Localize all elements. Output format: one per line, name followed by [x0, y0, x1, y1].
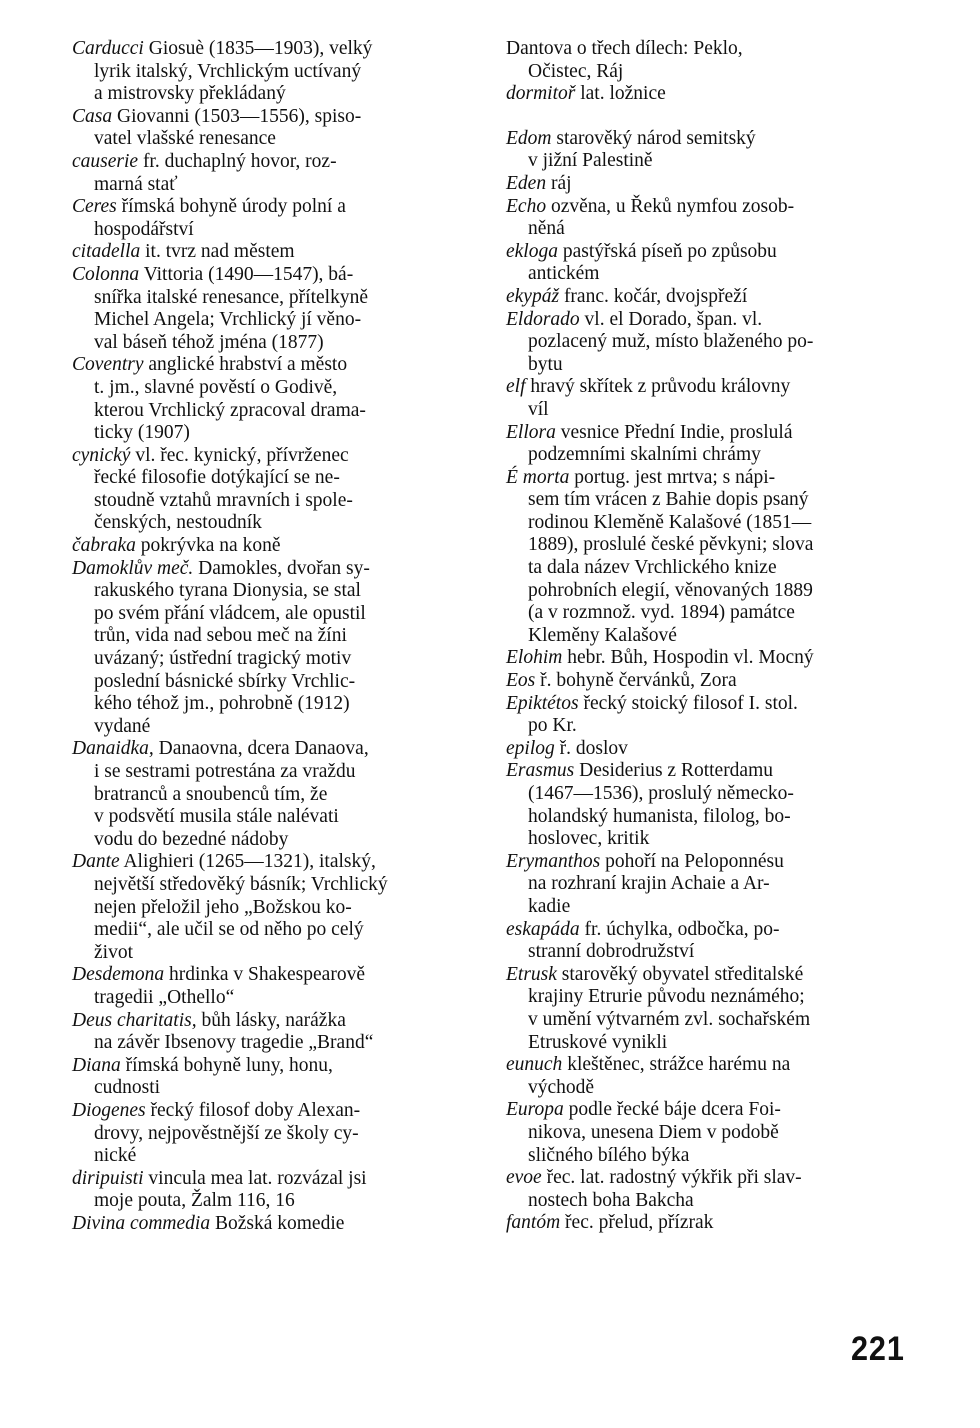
entry-line	[506, 670, 909, 693]
headword: Diogenes	[72, 1099, 146, 1121]
definition-text: bytu	[528, 353, 563, 375]
entry-line	[506, 241, 909, 264]
entry-line	[72, 603, 475, 626]
definition-text: řecký filosof doby Alexan-	[150, 1099, 361, 1121]
definition-text: antickém	[528, 263, 600, 285]
definition-text: něná	[528, 218, 565, 240]
glossary-entry	[72, 38, 475, 106]
glossary-entry	[72, 1010, 475, 1055]
entry-line	[72, 919, 475, 942]
definition-text: v jižní Palestině	[528, 150, 653, 172]
entry-line	[72, 309, 475, 332]
glossary-entry	[506, 760, 909, 850]
headword: Eldorado	[506, 308, 580, 330]
entry-line	[72, 400, 475, 423]
entry-line	[506, 760, 909, 783]
entry-line	[72, 377, 475, 400]
definition-text: Dantova o třech dílech: Peklo,	[506, 38, 743, 59]
headword: Desdemona	[72, 964, 165, 986]
entry-line	[506, 602, 909, 625]
entry-line	[72, 558, 475, 581]
definition-text: Giosuè (1835—1903), velký	[148, 38, 373, 59]
glossary-entry	[506, 196, 909, 241]
headword: Ceres	[72, 196, 117, 218]
definition-text: hravý skřítek z průvodu královny	[530, 376, 791, 398]
entry-line	[72, 1055, 475, 1078]
entry-line	[506, 851, 909, 874]
glossary-entry	[506, 1099, 909, 1167]
headword: dormitoř	[506, 83, 576, 105]
entry-line	[506, 625, 909, 648]
definition-text: fr. úchylka, odbočka, po-	[584, 918, 780, 940]
entry-line	[72, 83, 475, 106]
entry-line	[72, 445, 475, 468]
definition-text: pokrývka na koně	[140, 535, 281, 557]
headword: epilog	[506, 737, 555, 759]
entry-line	[506, 173, 909, 196]
entry-line	[506, 1054, 909, 1077]
definition-text: nické	[94, 1145, 137, 1167]
entry-line	[506, 1167, 909, 1190]
headword: Elohim	[506, 647, 563, 669]
definition-text: v umění výtvarném zvl. sochařském	[528, 1008, 811, 1030]
definition-text: sem tím vrácen z Bahie dopis psaný	[528, 489, 809, 511]
definition-text: bůh lásky, narážka	[201, 1009, 346, 1031]
entry-line	[506, 1212, 909, 1235]
entry-line	[506, 715, 909, 738]
entry-line	[72, 422, 475, 445]
entry-line	[72, 1123, 475, 1146]
entry-line	[72, 287, 475, 310]
entry-line	[506, 218, 909, 241]
entry-line	[72, 987, 475, 1010]
definition-text: římská bohyně úrody polní a	[121, 196, 346, 218]
definition-text: marná stať	[94, 173, 178, 195]
definition-text: největší středověký básník; Vrchlický	[94, 873, 388, 895]
entry-line	[72, 964, 475, 987]
glossary-entry	[72, 1213, 475, 1236]
definition-text: a mistrovsky překládaný	[94, 83, 286, 105]
definition-text: Desiderius z Rotterdamu	[579, 760, 774, 782]
entry-line	[506, 964, 909, 987]
entry-line	[506, 896, 909, 919]
entry-line	[72, 1032, 475, 1055]
entry-line	[506, 512, 909, 535]
definition-text: fr. duchaplný hovor, roz-	[142, 150, 337, 172]
entry-line	[506, 1190, 909, 1213]
entry-line	[506, 286, 909, 309]
entry-line	[72, 490, 475, 513]
headword: ekypáž	[506, 285, 560, 307]
definition-text: vydané	[94, 715, 151, 737]
definition-text: Božská komedie	[214, 1212, 345, 1234]
definition-text: sličného bílého býka	[528, 1144, 690, 1166]
entry-line	[72, 671, 475, 694]
entry-line	[72, 512, 475, 535]
definition-text: starověký obyvatel středitalské	[561, 963, 804, 985]
glossary-entry	[72, 738, 475, 851]
glossary-entry	[506, 670, 909, 693]
definition-text: kého téhož jm., pohrobně (1912)	[94, 693, 350, 715]
entry-line	[72, 61, 475, 84]
definition-text: řec. přelud, přízrak	[565, 1212, 714, 1234]
entry-line	[72, 738, 475, 761]
glossary-entry	[72, 196, 475, 241]
entry-line	[506, 693, 909, 716]
entry-line	[506, 489, 909, 512]
definition-text: vincula mea lat. rozvázal jsi	[148, 1167, 367, 1189]
entry-line	[506, 263, 909, 286]
definition-text: Očistec, Ráj	[528, 60, 624, 82]
definition-text: cudnosti	[94, 1077, 161, 1099]
entry-line	[72, 1168, 475, 1191]
entry-line	[506, 873, 909, 896]
entry-line	[72, 332, 475, 355]
definition-text: kterou Vrchlický zpracoval drama-	[94, 399, 366, 421]
definition-text: t. jm., slavné pověstí o Godivě,	[94, 376, 338, 398]
glossary-entry	[506, 83, 909, 106]
entry-line	[506, 1077, 909, 1100]
definition-text: (1467—1536), proslulý německo-	[528, 783, 794, 804]
entry-line	[72, 174, 475, 197]
entry-line	[72, 1145, 475, 1168]
entry-line	[506, 83, 909, 106]
definition-text: poslední básnické sbírky Vrchlic-	[94, 670, 356, 692]
entry-line	[72, 1100, 475, 1123]
glossary-entry	[506, 128, 909, 173]
headword: Dante	[72, 851, 120, 873]
entry-line	[506, 309, 909, 332]
glossary-entry	[72, 151, 475, 196]
glossary-entry	[72, 445, 475, 535]
entry-line	[506, 806, 909, 829]
glossary-entry	[506, 647, 909, 670]
entry-line	[506, 1032, 909, 1055]
headword: Eden	[506, 172, 547, 194]
definition-text: Etruskové vynikli	[528, 1031, 668, 1053]
headword: Erymanthos	[506, 850, 601, 872]
entry-line	[506, 399, 909, 422]
headword: Echo	[506, 195, 547, 217]
definition-text: tragedii „Othello“	[94, 986, 235, 1008]
headword: evoe	[506, 1167, 542, 1189]
entry-line	[72, 874, 475, 897]
headword: Epiktétos	[506, 692, 579, 714]
glossary-entry	[506, 173, 909, 196]
glossary-entry	[72, 1168, 475, 1213]
definition-text: nikova, unesena Diem v podobě	[528, 1121, 779, 1143]
definition-text: portug. jest mrtva; s nápi-	[574, 466, 776, 488]
entry-line	[72, 693, 475, 716]
glossary-entry	[506, 693, 909, 738]
entry-line	[72, 716, 475, 739]
definition-text: ř. bohyně červánků, Zora	[540, 670, 737, 692]
headword: Divina commedia	[72, 1212, 211, 1234]
definition-text: rakuského tyrana Dionysia, se stal	[94, 580, 361, 602]
entry-line	[506, 444, 909, 467]
glossary-entry	[506, 38, 909, 83]
entry-line	[506, 376, 909, 399]
definition-text: Vittoria (1490—1547), bá-	[143, 263, 354, 285]
definition-text: vesnice Přední Indie, proslulá	[560, 421, 793, 443]
entry-line	[72, 1010, 475, 1033]
entry-line	[72, 851, 475, 874]
headword: Damoklův meč.	[72, 557, 194, 579]
definition-text: po Kr.	[528, 715, 577, 737]
definition-text: pozlacený muž, místo blaženého po-	[528, 331, 814, 353]
headword: Eos	[506, 670, 536, 692]
headword: čabraka	[72, 535, 136, 557]
headword: Erasmus	[506, 760, 575, 782]
glossary-entry	[506, 919, 909, 964]
definition-text: krajiny Etrurie původu neznámého;	[528, 986, 805, 1008]
definition-text: vodu do bezedné nádoby	[94, 828, 289, 850]
definition-text: uvázaný; ústřední tragický motiv	[94, 648, 352, 670]
glossary-entry	[506, 286, 909, 309]
glossary-entry	[506, 1054, 909, 1099]
entry-line	[506, 128, 909, 151]
glossary-entry	[506, 241, 909, 286]
entry-line	[72, 761, 475, 784]
entry-line	[72, 784, 475, 807]
definition-text: východě	[528, 1076, 595, 1098]
left-column	[72, 38, 475, 1235]
headword: É morta	[506, 466, 570, 488]
definition-text: římská bohyně luny, honu,	[125, 1054, 333, 1076]
glossary-entry	[72, 106, 475, 151]
definition-text: i se sestrami potrestána za vraždu	[94, 761, 356, 782]
definition-text: řecký stoický filosof I. stol.	[583, 692, 798, 714]
section-gap	[506, 106, 909, 128]
headword: causerie	[72, 150, 139, 172]
entry-line	[72, 219, 475, 242]
headword: Edom	[506, 127, 552, 149]
definition-text: pohrobních elegií, věnovaných 1889	[528, 579, 813, 601]
headword: citadella	[72, 241, 141, 263]
entry-line	[506, 61, 909, 84]
glossary-entry	[506, 376, 909, 421]
headword: elf	[506, 376, 526, 398]
entry-line	[72, 942, 475, 965]
definition-text: v podsvětí musila stále nalévati	[94, 806, 339, 828]
definition-text: 1889), proslulé české pěvkyni; slova	[528, 534, 814, 556]
headword: cynický	[72, 444, 131, 466]
definition-text: stranní dobrodružství	[528, 941, 695, 963]
entry-line	[506, 534, 909, 557]
definition-text: moje pouta, Žalm 116, 16	[94, 1190, 295, 1212]
definition-text: rodinou Kleměně Kalašové (1851—	[528, 511, 812, 533]
glossary-entry	[72, 558, 475, 739]
definition-text: hoslovec, kritik	[528, 828, 650, 850]
definition-text: vl. el Dorado, špan. vl.	[584, 308, 763, 330]
definition-text: starověký národ semitský	[556, 127, 756, 149]
entry-line	[506, 1122, 909, 1145]
entry-line	[506, 580, 909, 603]
definition-text: lyrik italský, Vrchlickým uctívaný	[94, 60, 362, 82]
headword: eskapáda	[506, 918, 580, 940]
glossary-entry	[72, 264, 475, 354]
glossary-entry	[506, 738, 909, 761]
headword: fantóm	[506, 1212, 561, 1234]
entry-line	[72, 151, 475, 174]
headword: Diana	[72, 1054, 121, 1076]
entry-line	[72, 467, 475, 490]
definition-text: kleštěnec, strážce harému na	[567, 1054, 791, 1076]
entry-line	[72, 648, 475, 671]
entry-line	[506, 647, 909, 670]
definition-text: lat. ložnice	[580, 83, 666, 105]
entry-line	[72, 1190, 475, 1213]
glossary-entry	[72, 241, 475, 264]
definition-text: ozvěna, u Řeků nymfou zosob-	[550, 195, 795, 217]
headword: Etrusk	[506, 963, 557, 985]
entry-line	[506, 196, 909, 219]
entry-line	[506, 1099, 909, 1122]
entry-line	[506, 557, 909, 580]
entry-line	[72, 897, 475, 920]
entry-line	[72, 625, 475, 648]
definition-text: anglické hrabství a město	[148, 354, 348, 376]
entry-line	[72, 196, 475, 219]
definition-text: podle řecké báje dcera Foi-	[568, 1099, 781, 1121]
entry-line	[506, 783, 909, 806]
definition-text: snířka italské renesance, přítelkyně	[94, 286, 368, 308]
definition-text: pastýřská píseň po způsobu	[562, 240, 777, 262]
headword: Coventry	[72, 354, 144, 376]
glossary-entry	[506, 422, 909, 467]
definition-text: holandský humanista, filolog, bo-	[528, 805, 791, 827]
entry-line	[72, 106, 475, 129]
headword: Carducci	[72, 38, 144, 59]
definition-text: nejen přeložil jeho „Božskou ko-	[94, 896, 352, 918]
glossary-entry	[506, 1167, 909, 1212]
entry-line	[72, 128, 475, 151]
definition-text: nostech boha Bakcha	[528, 1189, 694, 1211]
right-column	[506, 38, 909, 1235]
headword: eunuch	[506, 1054, 563, 1076]
definition-text: ř. doslov	[559, 737, 628, 759]
definition-text: stoudně vztahů mravních i spole-	[94, 489, 353, 511]
definition-text: Kleměny Kalašové	[528, 624, 677, 646]
definition-text: život	[94, 941, 133, 963]
definition-text: po svém přání vládcem, ale opustil	[94, 602, 366, 624]
page-number: 221	[851, 1330, 905, 1368]
entry-line	[72, 1077, 475, 1100]
glossary-entry	[506, 309, 909, 377]
definition-text: Alighieri (1265—1321), italský,	[123, 851, 376, 873]
headword: Colonna	[72, 263, 140, 285]
glossary-entry	[506, 1212, 909, 1235]
definition-text: it. tvrz nad městem	[145, 241, 295, 263]
headword: Europa	[506, 1099, 564, 1121]
definition-text: pohoří na Peloponnésu	[605, 850, 784, 872]
entry-line	[506, 150, 909, 173]
entry-line	[72, 264, 475, 287]
definition-text: franc. kočár, dvojspřeží	[563, 285, 748, 307]
entry-line	[506, 422, 909, 445]
entry-line	[506, 941, 909, 964]
glossary-entry	[72, 851, 475, 964]
definition-text: hospodářství	[94, 218, 194, 240]
definition-text: hrdinka v Shakespearově	[168, 964, 365, 986]
entry-line	[72, 829, 475, 852]
definition-text: val báseň téhož jména (1877)	[94, 331, 324, 353]
definition-text: Damokles, dvořan sy-	[198, 557, 370, 579]
definition-text: vatel vlašské renesance	[94, 128, 276, 150]
entry-line	[506, 354, 909, 377]
entry-line	[506, 1145, 909, 1168]
glossary-entry	[72, 1100, 475, 1168]
definition-text: Danaovna, dcera Danaova,	[158, 738, 369, 760]
entry-line	[72, 580, 475, 603]
glossary-entry	[72, 354, 475, 444]
definition-text: ta dala název Vrchlického knize	[528, 557, 777, 579]
entry-line	[72, 38, 475, 61]
glossary-entry	[506, 851, 909, 919]
entry-line	[72, 806, 475, 829]
glossary-entry	[72, 1055, 475, 1100]
definition-text: Giovanni (1503—1556), spiso-	[116, 105, 362, 127]
entry-line	[506, 738, 909, 761]
definition-text: trůn, vida nad sebou meč na žíni	[94, 625, 347, 647]
headword: Danaidka,	[72, 738, 154, 760]
headword: diripuisti	[72, 1167, 144, 1189]
definition-text: (a v rozmnož. vyd. 1894) památce	[528, 602, 795, 624]
headword: Casa	[72, 105, 113, 127]
headword: Deus charitatis,	[72, 1009, 197, 1031]
definition-text: řecké filosofie dotýkající se ne-	[94, 467, 340, 489]
definition-text: kadie	[528, 895, 571, 917]
entry-line	[72, 241, 475, 264]
entry-line	[506, 38, 909, 61]
definition-text: na závěr Ibsenovy tragedie „Brand“	[94, 1032, 374, 1054]
headword: ekloga	[506, 240, 558, 262]
entry-line	[72, 535, 475, 558]
entry-line	[506, 828, 909, 851]
definition-text: bratranců a snoubenců tím, že	[94, 783, 328, 805]
glossary-entry	[506, 964, 909, 1054]
entry-line	[72, 354, 475, 377]
entry-line	[506, 986, 909, 1009]
glossary-entry	[72, 964, 475, 1009]
definition-text: ticky (1907)	[94, 422, 190, 444]
entry-line	[506, 1009, 909, 1032]
entry-line	[506, 467, 909, 490]
definition-text: Michel Angela; Vrchlický jí věno-	[94, 309, 362, 331]
definition-text: medii“, ale učil se od něho po celý	[94, 919, 364, 941]
definition-text: ráj	[550, 172, 572, 194]
glossary-entry	[72, 535, 475, 558]
entry-line	[506, 331, 909, 354]
headword: Ellora	[506, 421, 556, 443]
definition-text: vl. řec. kynický, přívrženec	[135, 444, 349, 466]
definition-text: řec. lat. radostný výkřik při slav-	[546, 1167, 802, 1189]
definition-text: na rozhraní krajin Achaie a Ar-	[528, 873, 770, 895]
entry-line	[72, 1213, 475, 1236]
definition-text: drovy, nejpověstnější ze školy cy-	[94, 1122, 359, 1144]
definition-text: čenských, nestoudník	[94, 512, 262, 534]
definition-text: podzemními skalními chrámy	[528, 444, 761, 466]
glossary-entry	[506, 467, 909, 648]
definition-text: hebr. Bůh, Hospodin vl. Mocný	[567, 647, 814, 669]
entry-line	[506, 919, 909, 942]
definition-text: víl	[528, 398, 549, 420]
